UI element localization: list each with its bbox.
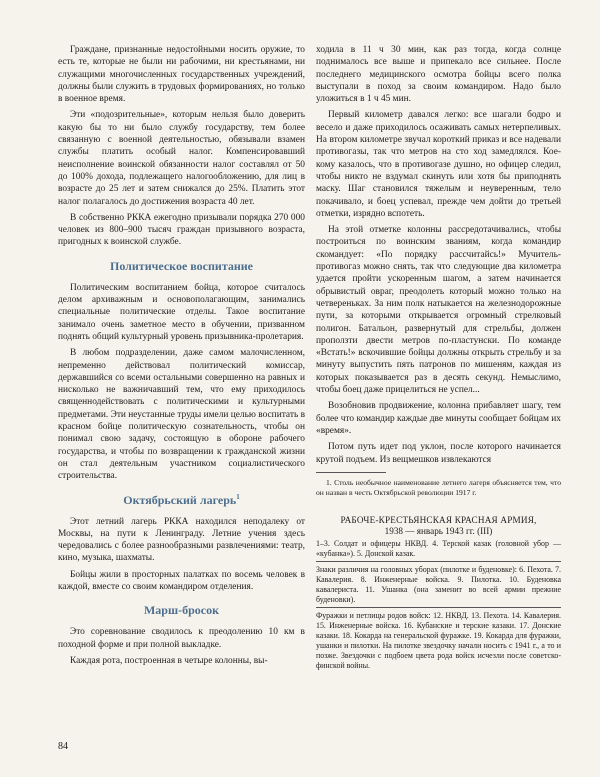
paragraph: Бойцы жили в просторных палатках по восемь человек в каждой, вместе со своим командиром отделения. xyxy=(58,569,305,592)
section-heading-camp xyxy=(58,493,305,508)
paragraph: Первый километр давался легко: все шагали бодро и весело и даже приходилось осаживать самых нетерпеливых. На втором километре звучал короткий приказ и все надевали противогазы, так что метров на сто ход замедлялся. Кое-кому казалось, что в противогазе душно, но офицер следил, чтобы никто не вздумал скинуть или хотя бы приподнять маску. Шаг становился тяжелым и неуверенным, тело покачивало, и боец успевал, прежде чем дойти до третьей отметки, изрядно вспотеть. xyxy=(316,110,561,219)
footnote: 1. Столь необычное наименование летнего лагеря объясняется тем, что он назван в честь Октябрьской революции 1917 г. xyxy=(316,477,561,497)
caption-block: Знаки различия на головных уборах (пилотке и буденовке): 6. Пехота. 7. Кавалерия. 8. Инженерные войска. 9. Пилотка. 10. Буденовка кавалериста. 11. Ушанка (она заменит во всей армии прежние буденовки). xyxy=(316,564,561,604)
section-heading-march xyxy=(58,603,305,618)
caption-divider xyxy=(316,607,561,608)
paragraph: В собственно РККА ежегодно призывали порядка 270 000 человек из 800–900 тысяч граждан призывного возраста, пригодных к воинской службе. xyxy=(58,212,305,248)
page-number: 84 xyxy=(58,741,68,752)
right-column xyxy=(316,44,561,671)
paragraph: Этот летний лагерь РККА находился неподалеку от Москвы, на пути к Ленинграду. Летние учения здесь чередовались с более разнообразными развлечениями: театр, кино, музыка, шахматы. xyxy=(58,516,305,564)
plate-caption xyxy=(316,515,561,671)
paragraph: На этой отметке колонны рассредотачивались, чтобы построиться по воинским званиям, когда командир скомандует: «По порядку рассчитайсь!» Мучитель-противогаз можно снять, так что следующие два километра удается пройти ускоренным шагом, а затем начинается обрывистый овраг, преодолеть который можно только на четвереньках. За ним полк натыкается на железнодорожные пути, за которыми открывается огромный стрелковый полигон. Батальон, развернутый для стрельбы, должен проползти двести метров по-пластунски. По команде «Встать!» вскочившие бойцы должны открыть стрельбу и за минуту выпустить пять патронов по мишеням, каждая из которых показывается раз в десять секунд. Немыслимо, чтобы боец даже прицелиться не успел... xyxy=(316,225,561,396)
caption-block: Фуражки и петлицы родов войск: 12. НКВД. 13. Пехота. 14. Кавалерия. 15. Инженерные войска. 16. Кубанские и терские казаки. 17. Донские казаки. 18. Кокарда на генеральской фуражке. 19. Кокарда для фуражки, ушанки и пилотки. На пилотке звездочку начали носить с 1941 г., а то и позже. Звездочки с подбоем цвета рода войск исчезли после советско-финской войны. xyxy=(316,610,561,670)
caption-block: 1–3. Солдат и офицеры НКВД. 4. Терской казак (головной убор — «кубанка»). 5. Донской казак. xyxy=(316,538,561,558)
heading-text: Октябрьский лагерь xyxy=(123,492,237,507)
footnote-mark: 1 xyxy=(236,492,240,501)
heading-text: Марш-бросок xyxy=(143,603,220,618)
paragraph: Возобновив продвижение, колонна прибавляет шагу, тем более что командир каждые две минуты сообщает бойцам их «время». xyxy=(316,401,561,436)
footnote-divider xyxy=(316,472,386,473)
caption-subtitle: 1938 — январь 1943 гг. (III) xyxy=(384,525,493,536)
paragraph: Политическим воспитанием бойца, которое считалось делом архиважным и основополагающим, занимались специальные политические отделы. Такое воспитание занимало очень заметное место в обучении, призванном поднять общий культурный уровень призывника-пролетария. xyxy=(58,282,305,342)
paragraph: Потом путь идет под уклон, после которого начинается крутой подъем. Из вещмешков извлекаются xyxy=(316,442,561,465)
left-column xyxy=(58,44,305,671)
paragraph: Эти «подозрительные», которым нельзя было доверить какую бы то ни было службу государству, тем более связанную с военной деятельностью, обязывали взамен службы платить особый налог. Компенсировавший неисполнение воинской обязанности налог составлял от 50 до 100% дохода, подлежащего налогообложению, для лиц в возрасте до 25 лет и затем снижался до 25%. Платить этот налог полагалось до достижения возраста 40 лет. xyxy=(58,110,305,207)
heading-text: Политическое воспитание xyxy=(109,258,254,273)
paragraph: Это соревнование сводилось к преодолению 10 км в походной форме и при полной выкладке. xyxy=(58,627,305,650)
paragraph: Каждая рота, построенная в четыре колонны, вы- xyxy=(70,655,268,666)
paragraph: Граждане, признанные недостойными носить оружие, то есть те, которые не были ни рабочими, ни крестьянами, ни служащими многочисленных государственных учреждений, должны были служить в трудовых формированиях, но только в военное время. xyxy=(58,45,305,105)
section-heading-political xyxy=(58,259,305,274)
caption-title: РАБОЧЕ-КРЕСТЬЯНСКАЯ КРАСНАЯ АРМИЯ, xyxy=(340,514,537,525)
paragraph: В любом подразделении, даже самом малочисленном, непременно действовал политический комиссар, державшийся со всеми остальными совершенно на равных и нисколько не важничавший тем, что ему приходилось священнодействовать с политическими и культурными предметами. Эти неустанные труды имели целью воспитать в красном бойце политическую сознательность, чтобы он понимал свою задачу, состоящую в обороне рабочего государства, и чтобы по возвращении к гражданской жизни он стал деятельным участником социалистического строительства. xyxy=(58,348,305,482)
paragraph: ходила в 11 ч 30 мин, как раз тогда, когда солнце поднималось все выше и припекало все сильнее. После последнего медицинского осмотра бойцы всего полка выступали в поход за своим командиром. Надо было уложиться в 1 ч 45 мин. xyxy=(316,45,561,105)
caption-divider xyxy=(316,561,561,562)
